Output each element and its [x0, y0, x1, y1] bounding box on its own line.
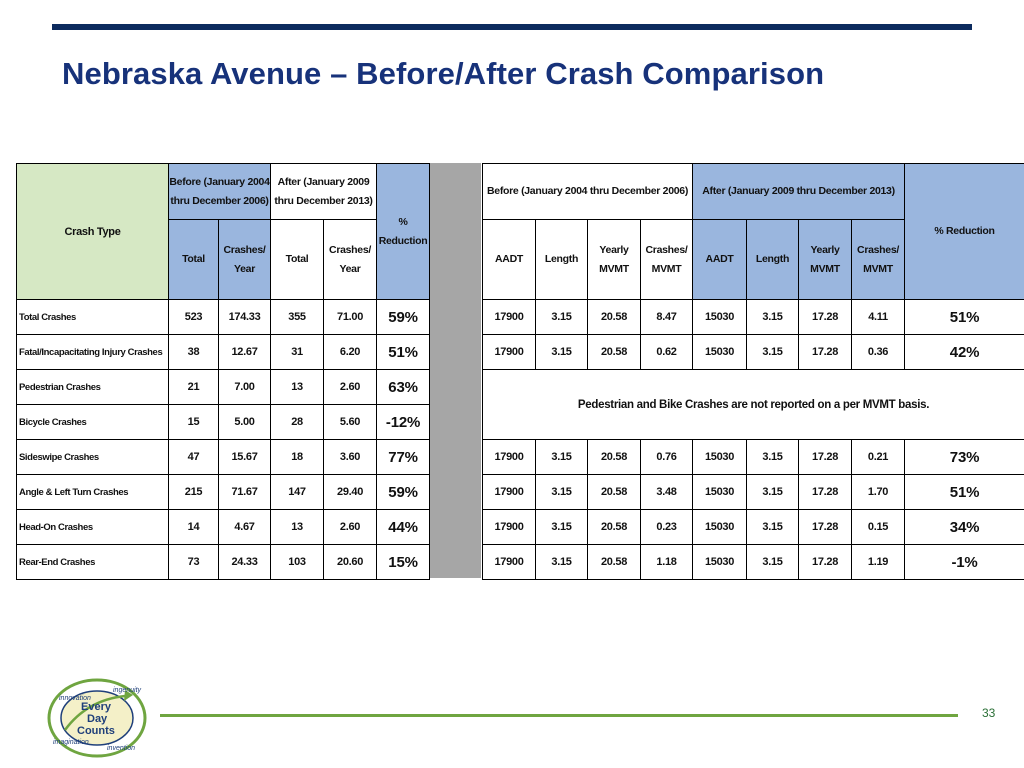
after-length-cell: 3.15	[747, 510, 799, 545]
table-row	[483, 475, 1024, 510]
before-total-cell: 73	[169, 545, 219, 580]
after-per-year-cell: 29.40	[324, 475, 377, 510]
after-crashes-mvmt-cell: 0.21	[852, 440, 905, 475]
after-yearly-mvmt-cell: 17.28	[799, 335, 852, 370]
before-crashes-mvmt-cell: 3.48	[641, 475, 693, 510]
after-total-cell: 355	[271, 300, 324, 335]
crash-type-label: Pedestrian Crashes	[17, 370, 169, 405]
before-aadt-cell: 17900	[483, 510, 536, 545]
before-length-cell: 3.15	[536, 440, 588, 475]
before-aadt-cell: 17900	[483, 545, 536, 580]
crash-type-label: Total Crashes	[17, 300, 169, 335]
crash-type-label: Rear-End Crashes	[17, 545, 169, 580]
before-crashes-mvmt-cell: 0.23	[641, 510, 693, 545]
rate-pct-reduction-cell: 34%	[905, 510, 1024, 545]
before-total-header: Total	[169, 220, 219, 300]
after-yearly-mvmt-cell: 17.28	[799, 475, 852, 510]
after-yearly-mvmt-cell: 17.28	[799, 300, 852, 335]
after-total-cell: 13	[271, 510, 324, 545]
before-length-cell: 3.15	[536, 510, 588, 545]
after-yearly-line2: MVMT	[810, 262, 840, 275]
before-yearly-line1: Yearly	[599, 243, 629, 256]
before-per-year-cell: 12.67	[219, 335, 271, 370]
table-separator	[430, 163, 481, 578]
after-length-header: Length	[747, 220, 799, 300]
pct-reduction-header	[377, 164, 430, 300]
table-row	[17, 510, 430, 545]
before-yearly-mvmt-cell: 20.58	[588, 335, 641, 370]
after-crashes-mvmt-line1: Crashes/	[857, 243, 899, 256]
before-total-cell: 523	[169, 300, 219, 335]
crash-type-label: Angle & Left Turn Crashes	[17, 475, 169, 510]
after-yearly-mvmt-cell: 17.28	[799, 510, 852, 545]
table-row	[483, 335, 1024, 370]
before-yearly-line2: MVMT	[599, 262, 629, 275]
after-per-year-cell: 6.20	[324, 335, 377, 370]
table-row	[483, 545, 1024, 580]
before-crashes-mvmt-cell: 1.18	[641, 545, 693, 580]
before-per-year-line2: Year	[234, 262, 255, 275]
after-per-year-cell: 3.60	[324, 440, 377, 475]
crash-type-label: Sideswipe Crashes	[17, 440, 169, 475]
before-length-cell: 3.15	[536, 300, 588, 335]
logo-text-day: Day	[87, 713, 108, 725]
pct-reduction-cell: -12%	[377, 405, 430, 440]
after-length-cell: 3.15	[747, 335, 799, 370]
after-per-year-cell: 2.60	[324, 370, 377, 405]
after-per-year-line1: Crashes/	[329, 243, 371, 256]
table-row	[483, 510, 1024, 545]
after-yearly-line1: Yearly	[810, 243, 840, 256]
after-total-cell: 18	[271, 440, 324, 475]
after-crashes-mvmt-header	[852, 220, 905, 300]
before-yearly-mvmt-cell: 20.58	[588, 440, 641, 475]
before-per-year-cell: 71.67	[219, 475, 271, 510]
table-row	[17, 475, 430, 510]
before-period-header	[169, 164, 271, 220]
after-per-year-cell: 71.00	[324, 300, 377, 335]
before-period-line1: Before (January 2004	[169, 175, 270, 188]
before-total-cell: 215	[169, 475, 219, 510]
rate-pct-reduction-header: % Reduction	[905, 164, 1024, 300]
before-yearly-mvmt-cell: 20.58	[588, 545, 641, 580]
before-aadt-cell: 17900	[483, 475, 536, 510]
before-per-year-cell: 7.00	[219, 370, 271, 405]
after-total-cell: 103	[271, 545, 324, 580]
before-per-year-cell: 5.00	[219, 405, 271, 440]
before-per-year-cell: 4.67	[219, 510, 271, 545]
after-period-header	[271, 164, 377, 220]
before-total-cell: 47	[169, 440, 219, 475]
rate-pct-reduction-cell: 73%	[905, 440, 1024, 475]
not-reported-note: Pedestrian and Bike Crashes are not reported on a per MVMT basis.	[483, 370, 1024, 440]
logo-text-every: Every	[81, 701, 111, 713]
logo-ring-word-1: innovation	[59, 695, 91, 702]
crash-rate-table	[482, 163, 1024, 580]
after-total-cell: 31	[271, 335, 324, 370]
before-total-cell: 21	[169, 370, 219, 405]
crash-type-label: Head-On Crashes	[17, 510, 169, 545]
after-yearly-mvmt-cell: 17.28	[799, 545, 852, 580]
table-row	[17, 370, 430, 405]
after-length-cell: 3.15	[747, 475, 799, 510]
before-yearly-mvmt-cell: 20.58	[588, 510, 641, 545]
table-row	[17, 545, 430, 580]
crash-type-label: Bicycle Crashes	[17, 405, 169, 440]
table-row	[483, 440, 1024, 475]
after-crashes-mvmt-cell: 0.15	[852, 510, 905, 545]
before-aadt-cell: 17900	[483, 300, 536, 335]
footer-rule	[160, 714, 958, 717]
logo-ring-word-4: imagination	[53, 739, 89, 746]
before-per-year-line1: Crashes/	[223, 243, 266, 256]
after-aadt-cell: 15030	[693, 440, 747, 475]
table-row	[483, 300, 1024, 335]
before-per-year-cell: 24.33	[219, 545, 271, 580]
before-length-cell: 3.15	[536, 335, 588, 370]
after-yearly-mvmt-header	[799, 220, 852, 300]
pct-reduction-cell: 44%	[377, 510, 430, 545]
before-length-header: Length	[536, 220, 588, 300]
after-per-year-header	[324, 220, 377, 300]
after-total-cell: 13	[271, 370, 324, 405]
pct-reduction-cell: 77%	[377, 440, 430, 475]
after-per-year-cell: 5.60	[324, 405, 377, 440]
logo-ring-word-3: invention	[107, 745, 136, 752]
after-crashes-mvmt-cell: 1.70	[852, 475, 905, 510]
before-aadt-cell: 17900	[483, 440, 536, 475]
before-yearly-mvmt-cell: 20.58	[588, 475, 641, 510]
pct-reduction-cell: 59%	[377, 300, 430, 335]
pct-reduction-cell: 59%	[377, 475, 430, 510]
after-crashes-mvmt-cell: 4.11	[852, 300, 905, 335]
before-crashes-mvmt-line1: Crashes/	[645, 243, 688, 256]
pct-reduction-line1: %	[398, 215, 408, 228]
after-crashes-mvmt-cell: 0.36	[852, 335, 905, 370]
table-row	[17, 440, 430, 475]
every-day-counts-logo	[47, 678, 147, 758]
after-aadt-header: AADT	[693, 220, 747, 300]
page-number: 33	[982, 706, 996, 720]
after-per-year-cell: 20.60	[324, 545, 377, 580]
rate-pct-reduction-cell: 42%	[905, 335, 1024, 370]
logo-ring-word-2: ingenuity	[113, 687, 142, 694]
after-aadt-cell: 15030	[693, 300, 747, 335]
before-crashes-mvmt-line2: MVMT	[651, 262, 682, 275]
before-yearly-mvmt-cell: 20.58	[588, 300, 641, 335]
before-aadt-cell: 17900	[483, 335, 536, 370]
after-period-line2: thru December 2013)	[274, 194, 373, 207]
pct-reduction-cell: 63%	[377, 370, 430, 405]
after-period-line1: After (January 2009	[277, 175, 370, 188]
after-aadt-cell: 15030	[693, 510, 747, 545]
before-crashes-mvmt-header	[641, 220, 693, 300]
slide-title: Nebraska Avenue – Before/After Crash Comparison	[62, 56, 825, 91]
crash-type-label: Fatal/Incapacitating Injury Crashes	[17, 335, 169, 370]
after-total-cell: 147	[271, 475, 324, 510]
before-per-year-cell: 174.33	[219, 300, 271, 335]
table-row	[17, 300, 430, 335]
after-aadt-cell: 15030	[693, 545, 747, 580]
after-crashes-mvmt-line2: MVMT	[863, 262, 893, 275]
after-aadt-cell: 15030	[693, 475, 747, 510]
after-per-year-line2: Year	[339, 262, 361, 275]
after-total-header: Total	[271, 220, 324, 300]
before-yearly-mvmt-header	[588, 220, 641, 300]
before-crashes-mvmt-cell: 8.47	[641, 300, 693, 335]
logo-text-counts: Counts	[77, 725, 115, 737]
before-length-cell: 3.15	[536, 545, 588, 580]
after-length-cell: 3.15	[747, 440, 799, 475]
rate-after-header: After (January 2009 thru December 2013)	[693, 164, 905, 220]
before-length-cell: 3.15	[536, 475, 588, 510]
before-aadt-header: AADT	[483, 220, 536, 300]
after-aadt-cell: 15030	[693, 335, 747, 370]
before-total-cell: 38	[169, 335, 219, 370]
table-row	[17, 335, 430, 370]
after-crashes-mvmt-cell: 1.19	[852, 545, 905, 580]
pct-reduction-cell: 15%	[377, 545, 430, 580]
after-length-cell: 3.15	[747, 545, 799, 580]
before-per-year-cell: 15.67	[219, 440, 271, 475]
pct-reduction-line2: Reduction	[378, 234, 428, 247]
before-total-cell: 14	[169, 510, 219, 545]
crash-count-table	[16, 163, 430, 580]
table-row	[17, 405, 430, 440]
rate-pct-reduction-cell: -1%	[905, 545, 1024, 580]
before-per-year-header	[219, 220, 271, 300]
before-period-line2: thru December 2006)	[170, 194, 269, 207]
before-crashes-mvmt-cell: 0.76	[641, 440, 693, 475]
table-row	[483, 370, 1024, 405]
after-length-cell: 3.15	[747, 300, 799, 335]
rate-pct-reduction-cell: 51%	[905, 475, 1024, 510]
before-crashes-mvmt-cell: 0.62	[641, 335, 693, 370]
rate-pct-reduction-cell: 51%	[905, 300, 1024, 335]
crash-type-header: Crash Type	[17, 164, 169, 300]
after-yearly-mvmt-cell: 17.28	[799, 440, 852, 475]
after-per-year-cell: 2.60	[324, 510, 377, 545]
pct-reduction-cell: 51%	[377, 335, 430, 370]
top-rule	[52, 24, 972, 30]
before-total-cell: 15	[169, 405, 219, 440]
rate-before-header: Before (January 2004 thru December 2006)	[483, 164, 693, 220]
after-total-cell: 28	[271, 405, 324, 440]
